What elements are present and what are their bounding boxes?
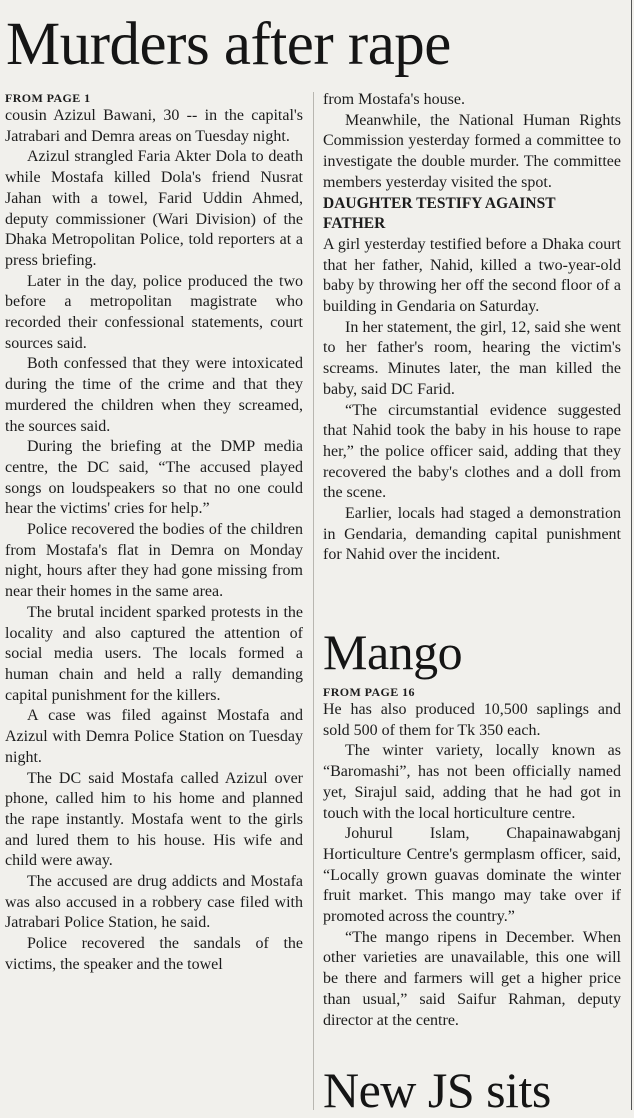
subhead-daughter-testify: DAUGHTER TESTIFY AGAINST FATHER <box>323 194 556 233</box>
article-paragraph: During the briefing at the DMP media centre, the DC said, “The accused played songs on loudspeakers so that no one could hear the victims' cries for help.” <box>5 438 303 518</box>
article-paragraph: A girl yesterday testified before a Dhaka court that her father, Nahid, killed a two-year-old baby by throwing her off the second floor of a building in Gendaria on Saturday. <box>323 235 621 316</box>
from-page-kicker: FROM PAGE 1 <box>5 91 91 105</box>
article-paragraph: “The circumstantial evidence suggested that Nahid took the baby in his house to rape her,” the police officer said, adding that they recovered the baby's clothes and a doll from the scene. <box>323 401 621 502</box>
headline-new-js-sits: New JS sits <box>323 1062 551 1118</box>
article-paragraph: cousin Azizul Bawani, 30 -- in the capital's Jatrabari and Demra areas on Tuesday night. <box>5 107 303 145</box>
article-paragraph: Johurul Islam, Chapainawabganj Horticulture Centre's germplasm officer, said, “Locally grown guavas dominate the winter fruit market. This mango may take over if promoted across the country.” <box>323 825 621 926</box>
article-paragraph: He has also produced 10,500 saplings and sold 500 of them for Tk 350 each. <box>323 701 621 739</box>
article-paragraph: Earlier, locals had staged a demonstration in Gendaria, demanding capital punishment for Nahid over the incident. <box>323 505 621 564</box>
article-right-column-top <box>323 90 621 566</box>
article-paragraph: The accused are drug addicts and Mostafa was also accused in a robbery case filed with Jatrabari Police Station, he said. <box>5 873 303 932</box>
article-paragraph: A case was filed against Mostafa and Azizul with Demra Police Station on Tuesday night. <box>5 707 303 766</box>
article-paragraph: Police recovered the bodies of the children from Mostafa's flat in Demra on Monday night, hours after they had gone missing from near their homes in the same area. <box>5 521 303 601</box>
page-edge-rule <box>631 0 632 1110</box>
headline-murders-after-rape: Murders after rape <box>6 11 451 78</box>
column-divider <box>313 92 314 1110</box>
headline-mango: Mango <box>323 624 463 680</box>
article-mango-column <box>323 684 621 1031</box>
article-paragraph: The winter variety, locally known as “Baromashi”, has not been officially named yet, Sirajul said, adding that he had got in touch with the local horticulture centre. <box>323 742 621 822</box>
article-paragraph: Both confessed that they were intoxicated during the time of the crime and that they murdered the children when they screamed, the sources said. <box>5 355 303 435</box>
article-paragraph: Police recovered the sandals of the victims, the speaker and the towel <box>5 935 303 973</box>
article-paragraph: In her statement, the girl, 12, said she went to her father's room, hearing the victim's screams. Minutes later, the man killed the baby, said DC Farid. <box>323 318 621 398</box>
article-continuation: from Mostafa's house. <box>323 91 465 108</box>
article-paragraph: Meanwhile, the National Human Rights Commission yesterday formed a committee to investigate the double murder. The committee members yesterday visited the spot. <box>323 111 621 191</box>
article-paragraph: Azizul strangled Faria Akter Dola to death while Mostafa killed Dola's friend Nusrat Jahan with a towel, Farid Uddin Ahmed, deputy commissioner (Wari Division) of the Dhaka Metropolitan Police, told reporters at a press briefing. <box>5 148 303 269</box>
article-paragraph: The DC said Mostafa called Azizul over phone, called him to his home and planned the rape instantly. Mostafa went to the girls and lured them to his house. His wife and child were away. <box>5 769 303 870</box>
article-paragraph: “The mango ripens in December. When other varieties are unavailable, this one will be there and farmers will get a higher price than usual,” said Saifur Rahman, deputy director at the centre. <box>323 928 621 1029</box>
article-left-column <box>5 90 303 976</box>
article-paragraph: Later in the day, police produced the two before a metropolitan magistrate who recorded their confessional statements, court sources said. <box>5 272 303 352</box>
article-paragraph: The brutal incident sparked protests in the locality and also captured the attention of social media users. The locals formed a human chain and held a rally demanding capital punishment for the killers. <box>5 603 303 704</box>
from-page-kicker: FROM PAGE 16 <box>323 685 415 699</box>
